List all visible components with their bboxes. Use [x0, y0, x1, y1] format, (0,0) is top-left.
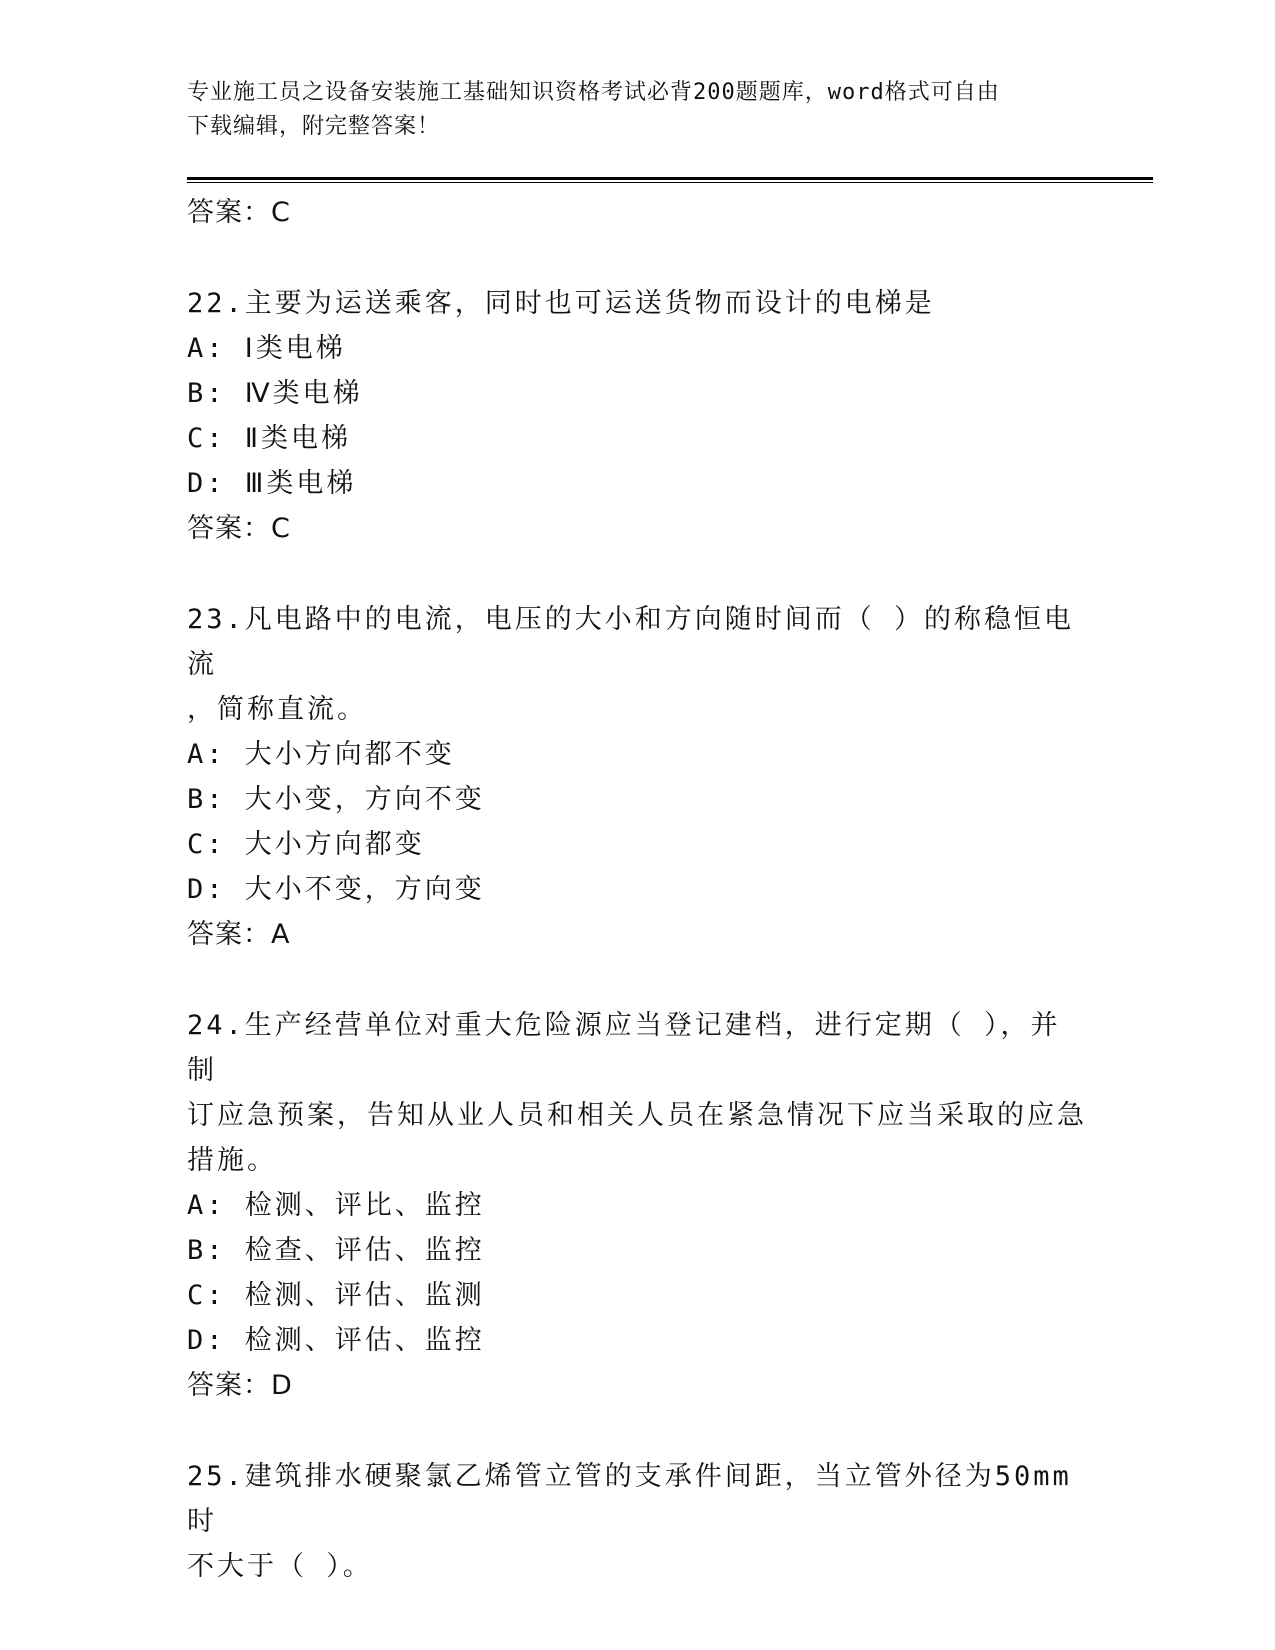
answer-line: 答案：C [187, 197, 291, 228]
option-c: C: 检测、评估、监测 [187, 1280, 485, 1311]
question-text-line: 25.建筑排水硬聚氯乙烯管立管的支承件间距，当立管外径为50mm时 [187, 1461, 1072, 1537]
question-24 [187, 1003, 1087, 1409]
header-line-2: 下载编辑，附完整答案！ [187, 114, 441, 139]
header-line-1: 专业施工员之设备安装施工基础知识资格考试必背200题题库，word格式可自由 [187, 80, 1000, 105]
question-text-line: 不大于（ ）。 [187, 1551, 373, 1582]
answer-line: 答案：C [187, 513, 291, 544]
question-text-line: 23.凡电路中的电流，电压的大小和方向随时间而（ ）的称稳恒电流 [187, 604, 1075, 680]
header-rule-thick [187, 177, 1153, 180]
option-b: B: 大小变，方向不变 [187, 784, 485, 815]
header-rule-thin [187, 182, 1153, 183]
question-text-line: 订应急预案，告知从业人员和相关人员在紧急情况下应当采取的应急 [187, 1100, 1087, 1131]
spacer [187, 958, 1087, 1003]
option-b: B: Ⅳ类电梯 [187, 378, 363, 409]
option-c: C: 大小方向都变 [187, 829, 425, 860]
question-22 [187, 281, 1087, 552]
spacer [187, 236, 1087, 281]
question-25 [187, 1454, 1087, 1589]
question-23 [187, 597, 1087, 958]
spacer [187, 552, 1087, 597]
option-d: D: Ⅲ类电梯 [187, 468, 357, 499]
question-text-line: ，简称直流。 [187, 694, 367, 725]
option-d: D: 检测、评估、监控 [187, 1325, 485, 1356]
spacer [187, 1409, 1087, 1454]
question-text-line: 措施。 [187, 1145, 277, 1176]
question-text-line: 24.生产经营单位对重大危险源应当登记建档，进行定期（ ），并制 [187, 1010, 1061, 1086]
option-c: C: Ⅱ类电梯 [187, 423, 352, 454]
option-a: A: 大小方向都不变 [187, 739, 455, 770]
option-a: A: Ⅰ类电梯 [187, 333, 346, 364]
answer-line: 答案：D [187, 1370, 293, 1401]
answer-line: 答案：A [187, 919, 291, 950]
question-text-line: 22.主要为运送乘客，同时也可运送货物而设计的电梯是 [187, 288, 935, 319]
option-b: B: 检查、评估、监控 [187, 1235, 485, 1266]
option-a: A: 检测、评比、监控 [187, 1190, 485, 1221]
page-header [187, 76, 1077, 144]
option-d: D: 大小不变，方向变 [187, 874, 485, 905]
question-list [187, 190, 1087, 1589]
